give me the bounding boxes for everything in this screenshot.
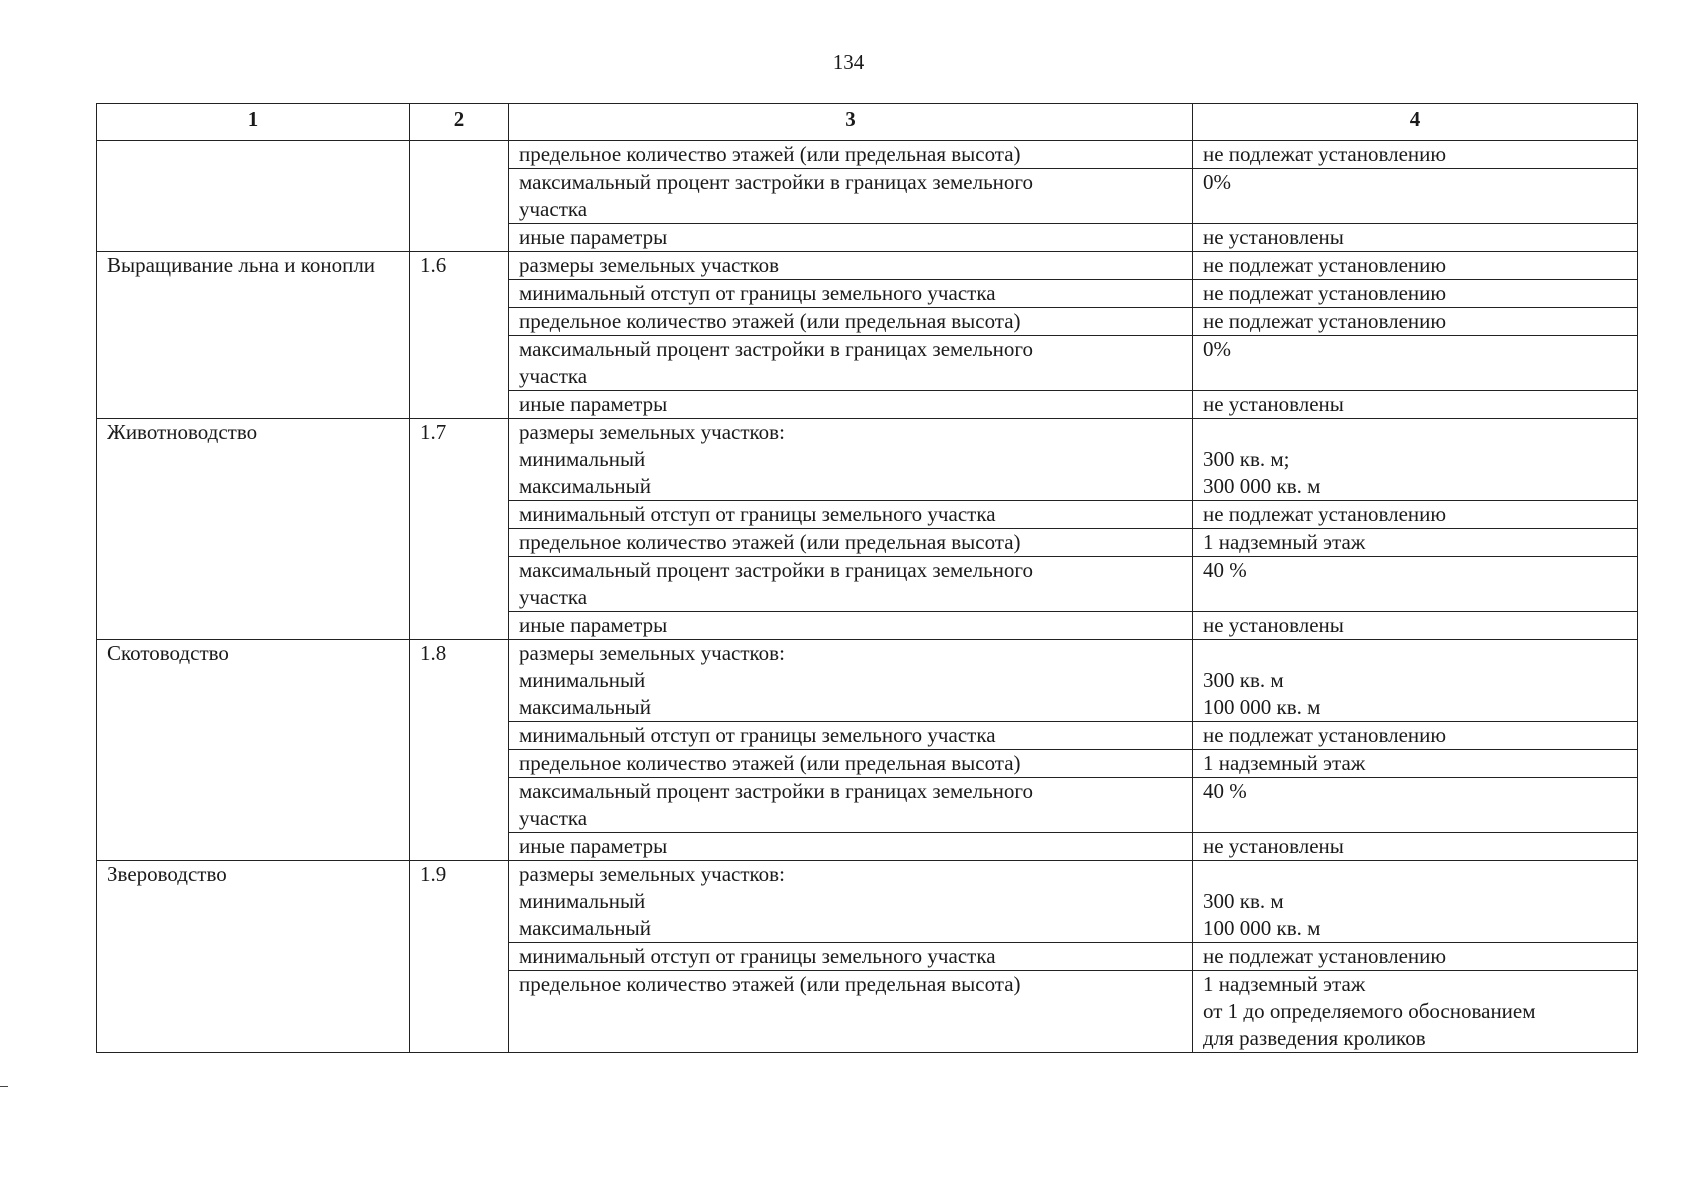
cell-line: минимальный отступ от границы земельного участка (519, 281, 996, 305)
cell-line: не подлежат установлению (1203, 502, 1447, 526)
value-cell (1193, 833, 1638, 861)
table-row (97, 419, 1638, 501)
cell-line: не подлежат установлению (1203, 723, 1447, 747)
cell-line: участка (519, 585, 588, 609)
value-cell (1193, 943, 1638, 971)
cell-line: 1 надземный этаж (1203, 972, 1366, 996)
parameter-cell (509, 833, 1193, 861)
value-cell (1193, 336, 1638, 391)
table-row (97, 861, 1638, 943)
cell-spacer (1203, 640, 1627, 667)
cell-line: предельное количество этажей (или предельная высота) (519, 751, 1021, 775)
cell-line: участка (519, 806, 588, 830)
cell-line: иные параметры (519, 392, 668, 416)
parameter-cell (509, 971, 1193, 1053)
cell-line: предельное количество этажей (или предельная высота) (519, 972, 1021, 996)
cell-line: максимальный (519, 695, 651, 719)
regulations-table (96, 103, 1638, 1053)
value-cell (1193, 861, 1638, 943)
value-cell (1193, 141, 1638, 169)
parameter-cell (509, 280, 1193, 308)
value-cell (1193, 971, 1638, 1053)
cell-line: от 1 до определяемого обоснованием (1203, 999, 1536, 1023)
cell-line: максимальный процент застройки в границах земельного (519, 337, 1034, 361)
parameter-cell (509, 501, 1193, 529)
cell-line: не установлены (1203, 225, 1344, 249)
table-header-row (97, 104, 1638, 141)
parameter-cell (509, 778, 1193, 833)
value-cell (1193, 750, 1638, 778)
cell-line: 0% (1203, 337, 1231, 361)
value-cell (1193, 640, 1638, 722)
table-row (97, 640, 1638, 722)
value-cell (1193, 252, 1638, 280)
cell-line: 300 кв. м (1203, 889, 1284, 913)
cell-line: максимальный процент застройки в границах земельного (519, 558, 1034, 582)
cell-line: минимальный отступ от границы земельного участка (519, 502, 996, 526)
land-use-code (410, 141, 509, 252)
cell-line: предельное количество этажей (или предельная высота) (519, 309, 1021, 333)
cell-line: 40 % (1203, 779, 1247, 803)
value-cell (1193, 557, 1638, 612)
cell-line: 100 000 кв. м (1203, 695, 1321, 719)
cell-line: максимальный (519, 916, 651, 940)
cell-line: для разведения кроликов (1203, 1026, 1426, 1050)
value-cell (1193, 308, 1638, 336)
cell-line: 300 000 кв. м (1203, 474, 1321, 498)
land-use-name: Выращивание льна и конопли (97, 252, 410, 419)
cell-line: предельное количество этажей (или предельная высота) (519, 530, 1021, 554)
table-body (97, 141, 1638, 1053)
cell-line: не установлены (1203, 834, 1344, 858)
land-use-name: Животноводство (97, 419, 410, 640)
cell-line: иные параметры (519, 613, 668, 637)
column-header-1: 1 (97, 104, 410, 141)
cell-line: размеры земельных участков: (519, 641, 785, 665)
parameter-cell (509, 169, 1193, 224)
cell-line: минимальный отступ от границы земельного участка (519, 944, 996, 968)
parameter-cell (509, 141, 1193, 169)
cell-line: размеры земельных участков: (519, 420, 785, 444)
cell-line: максимальный процент застройки в границах земельного (519, 170, 1034, 194)
cell-line: иные параметры (519, 225, 668, 249)
cell-line: минимальный (519, 889, 646, 913)
table-row (97, 252, 1638, 280)
cell-line: не подлежат установлению (1203, 309, 1447, 333)
column-header-3: 3 (509, 104, 1193, 141)
margin-mark (0, 1086, 8, 1087)
value-cell (1193, 778, 1638, 833)
value-cell (1193, 391, 1638, 419)
parameter-cell (509, 391, 1193, 419)
parameter-cell (509, 861, 1193, 943)
parameter-cell (509, 529, 1193, 557)
cell-line: не подлежат установлению (1203, 281, 1447, 305)
cell-line: 0% (1203, 170, 1231, 194)
cell-line: размеры земельных участков (519, 253, 780, 277)
cell-line: минимальный (519, 668, 646, 692)
value-cell (1193, 280, 1638, 308)
cell-line: не подлежат установлению (1203, 944, 1447, 968)
table-row (97, 141, 1638, 169)
land-use-code: 1.9 (410, 861, 509, 1053)
cell-line: минимальный отступ от границы земельного участка (519, 723, 996, 747)
cell-line: участка (519, 364, 588, 388)
cell-line: предельное количество этажей (или предельная высота) (519, 142, 1021, 166)
cell-line: 1 надземный этаж (1203, 751, 1366, 775)
land-use-name: Звероводство (97, 861, 410, 1053)
column-header-2: 2 (410, 104, 509, 141)
parameter-cell (509, 612, 1193, 640)
cell-line: максимальный (519, 474, 651, 498)
land-use-code: 1.8 (410, 640, 509, 861)
cell-line: участка (519, 197, 588, 221)
parameter-cell (509, 750, 1193, 778)
land-use-name: Скотоводство (97, 640, 410, 861)
parameter-cell (509, 252, 1193, 280)
cell-line: не подлежат установлению (1203, 253, 1447, 277)
land-use-code: 1.6 (410, 252, 509, 419)
parameter-cell (509, 336, 1193, 391)
cell-line: максимальный процент застройки в границах земельного (519, 779, 1034, 803)
column-header-4: 4 (1193, 104, 1638, 141)
cell-spacer (1203, 419, 1627, 446)
value-cell (1193, 612, 1638, 640)
cell-line: не подлежат установлению (1203, 142, 1447, 166)
cell-line: 40 % (1203, 558, 1247, 582)
cell-line: размеры земельных участков: (519, 862, 785, 886)
cell-line: не установлены (1203, 392, 1344, 416)
parameter-cell (509, 640, 1193, 722)
cell-spacer (1203, 861, 1627, 888)
value-cell (1193, 419, 1638, 501)
cell-line: 300 кв. м; (1203, 447, 1290, 471)
land-use-code: 1.7 (410, 419, 509, 640)
cell-line: иные параметры (519, 834, 668, 858)
page-number: 134 (832, 50, 865, 74)
parameter-cell (509, 722, 1193, 750)
parameter-cell (509, 943, 1193, 971)
value-cell (1193, 501, 1638, 529)
cell-line: не установлены (1203, 613, 1344, 637)
parameter-cell (509, 419, 1193, 501)
land-use-name (97, 141, 410, 252)
cell-line: минимальный (519, 447, 646, 471)
value-cell (1193, 169, 1638, 224)
value-cell (1193, 224, 1638, 252)
parameter-cell (509, 224, 1193, 252)
parameter-cell (509, 557, 1193, 612)
cell-line: 100 000 кв. м (1203, 916, 1321, 940)
parameter-cell (509, 308, 1193, 336)
cell-line: 300 кв. м (1203, 668, 1284, 692)
cell-line: 1 надземный этаж (1203, 530, 1366, 554)
value-cell (1193, 722, 1638, 750)
value-cell (1193, 529, 1638, 557)
